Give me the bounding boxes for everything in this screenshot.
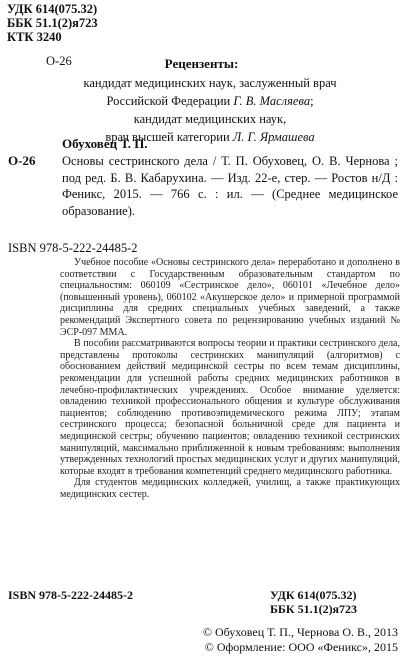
reviewer-2-title: врач высшей категории <box>105 130 233 144</box>
copyright-block <box>170 625 398 655</box>
abstract-paragraph-2: В пособии рассматриваются вопросы теории и практики сестринского дела, представлены протоколы сестринских манипуляций (алгоритмов) с обоснованием действий медицинской сестры по всем темам дисциплины, рекомендации для успешной работы средних медицинских работников в лечебно-профилактических учреждениях. Особое внимание уделяется: овладению техникой профессионального общения и культуре обслуживания пациентов; соблюдению противоэпидемического режима ЛПУ; этапам сестринского процесса; безопасной больничной среде для пациента и медицинской сестры; обучению пациентов; овладению техникой сестринских манипуляций, максимально приближенной к новым требованиям: выполнения утвержденных технологий простых медицинских услуг и других манипуляций, которые входят в требования компетенций среднего медицинского работника. <box>60 338 400 477</box>
classification-codes <box>7 2 98 44</box>
footer-codes <box>270 588 357 616</box>
footer-isbn: ISBN 978-5-222-24485-2 <box>8 588 133 602</box>
abstract <box>60 257 400 500</box>
ktk-code: КТК 3240 <box>7 30 62 44</box>
isbn: ISBN 978-5-222-24485-2 <box>8 241 138 255</box>
reviewer-1-line-2 <box>30 92 390 110</box>
author-mark: О-26 <box>8 153 36 168</box>
footer-udk-code: УДК 614(075.32) <box>270 588 357 602</box>
reviewer-2-line-1: кандидат медицинских наук, <box>133 112 287 126</box>
reviewer-1-name: Г. В. Масляева <box>233 94 311 108</box>
copyright-design: © Оформление: ООО «Феникс», 2015 <box>204 640 398 654</box>
reviewers-title: Рецензенты: <box>164 56 239 71</box>
reviewer-2-name: Л. Г. Ярмашева <box>232 130 315 144</box>
udk-code: УДК 614(075.32) <box>7 2 98 16</box>
abstract-paragraph-1: Учебное пособие «Основы сестринского дела» переработано и дополнено в соответствии с Государственным образовательным стандартом по специальностям: 060109 «Сестринское дело», 060101 «Лечебное дело» (повышенный уровень), 060102 «Акушерское дело» и примерной программой дисциплины для средних специальных учебных заведений, а также рекомендаций Экспертного совета по рецензированию учебных изданий № ЭСР-097 ММА. <box>60 257 400 338</box>
reviewer-1-title: Российской Федерации <box>106 94 234 108</box>
abstract-paragraph-3: Для студентов медицинских колледжей, училищ, а также практикующих медицинских сестер. <box>60 477 400 500</box>
footer-bbk-code: ББК 51.1(2)я723 <box>270 602 358 616</box>
bibliographic-record: Основы сестринского дела / Т. П. Обуховец, О. В. Чернова ; под ред. Б. В. Кабарухина. — Изд. 22-е, стер. — Ростов н/Д : Феникс, 2015. — 766 с. : ил. — (Среднее медицинское образование). <box>62 154 398 218</box>
reviewer-1-line-1: кандидат медицинских наук, заслуженный врач <box>83 76 337 90</box>
bbk-code: ББК 51.1(2)я723 <box>7 16 98 30</box>
copyright-authors: © Обуховец Т. П., Чернова О. В., 2013 <box>202 625 398 639</box>
author-heading: Обуховец Т. П. <box>62 136 148 151</box>
reviewer-1-suffix: ; <box>310 94 314 108</box>
author-mark-top: О-26 <box>46 54 72 68</box>
